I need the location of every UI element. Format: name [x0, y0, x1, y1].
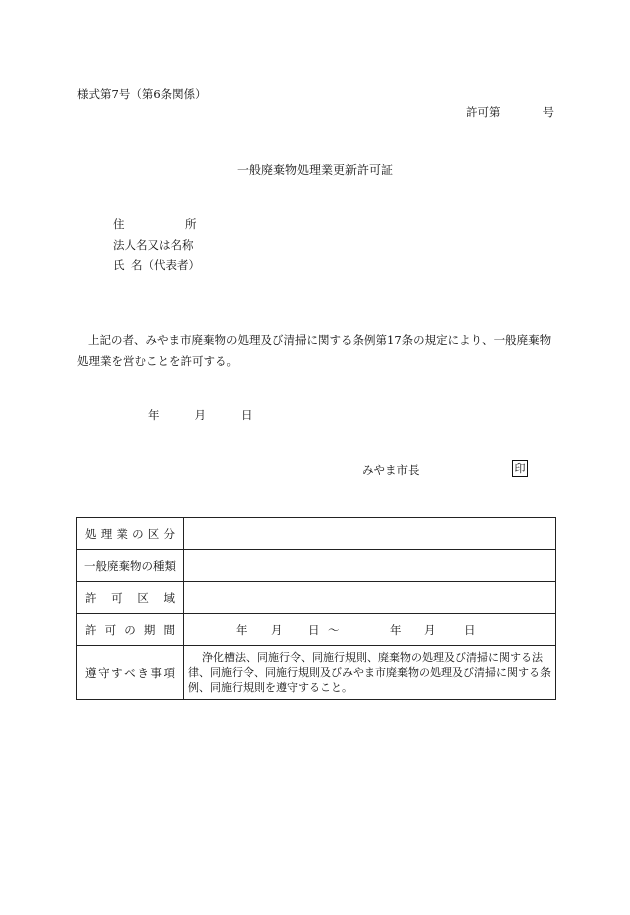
table-row [77, 614, 556, 646]
permit-statement: 上記の者、みやま市廃棄物の処理及び清掃に関する条例第17条の規定により、一般廃棄物処理業を営むことを許可する。 [77, 333, 552, 368]
label-char: 分 [163, 526, 175, 541]
label-char: の [132, 526, 144, 541]
row-label-permit-period [77, 614, 184, 646]
label-char: 許 [85, 622, 97, 637]
label-char: 可 [104, 622, 117, 637]
field-name-label-1: 氏 [113, 258, 125, 272]
field-address-label-1: 住 [113, 217, 125, 231]
label-char: す [111, 665, 123, 680]
label-char: 事 [150, 665, 162, 680]
label-char: 域 [163, 590, 175, 605]
table-row [77, 646, 556, 700]
label-char: 可 [111, 590, 123, 605]
form-number: 様式第7号（第6条関係） [77, 87, 207, 101]
label-char: 間 [163, 622, 175, 637]
label-char: 項 [163, 665, 175, 680]
period-tilde: ～ [328, 622, 340, 637]
row-label-permit-area [77, 582, 184, 614]
label-char: 区 [147, 526, 160, 541]
label-char: べ [124, 665, 136, 680]
table-row [77, 550, 556, 582]
label-text: 一般廃棄物の種類 [84, 558, 176, 573]
issue-date [148, 407, 253, 423]
date-day: 日 [241, 408, 253, 422]
permit-number [466, 104, 554, 120]
label-char: 理 [100, 526, 113, 541]
label-char: 遵 [85, 665, 97, 680]
row-label-waste-type [77, 550, 184, 582]
period-start-year: 年 [236, 622, 248, 637]
document-title: 一般廃棄物処理業更新許可証 [236, 163, 393, 177]
row-value-waste-type [184, 550, 556, 582]
table-row [77, 582, 556, 614]
row-value-compliance [184, 646, 556, 700]
period-end-day: 日 [464, 622, 476, 637]
field-address [113, 216, 197, 232]
row-label-business-category [77, 518, 184, 550]
label-char: 期 [143, 622, 156, 637]
row-label-compliance [77, 646, 184, 700]
row-value-permit-period [184, 614, 556, 646]
permit-details-table [76, 517, 556, 700]
label-char: 守 [98, 665, 110, 680]
date-year: 年 [148, 408, 160, 422]
issuer-title: みやま市長 [362, 463, 420, 477]
label-char: 区 [137, 590, 149, 605]
label-char: 業 [116, 526, 128, 541]
compliance-text: 浄化槽法、同施行令、同施行規則、廃棄物の処理及び清掃に関する法律、同施行令、同施行規則及びみやま市廃棄物の処理及び清掃に関する条例、同施行規則を遵守すること。 [188, 651, 551, 694]
row-value-business-category [184, 518, 556, 550]
row-value-permit-area [184, 582, 556, 614]
period-end-month: 月 [424, 622, 436, 637]
permit-number-suffix: 号 [542, 105, 554, 119]
field-representative-name [113, 257, 200, 273]
label-char: き [137, 665, 149, 680]
period-start-month: 月 [271, 622, 283, 637]
seal-mark: 印 [512, 460, 528, 477]
field-corporate-name: 法人名又は名称 [113, 238, 194, 252]
field-name-label-2: 名（代表者） [131, 258, 200, 272]
date-month: 月 [194, 408, 206, 422]
table-row [77, 518, 556, 550]
label-char: 処 [85, 526, 97, 541]
period-start-day: 日 [308, 622, 320, 637]
label-char: 許 [85, 590, 97, 605]
period-end-year: 年 [390, 622, 402, 637]
permit-number-prefix: 許可第 [466, 105, 501, 119]
label-char: の [124, 622, 136, 637]
field-address-label-2: 所 [185, 217, 197, 231]
